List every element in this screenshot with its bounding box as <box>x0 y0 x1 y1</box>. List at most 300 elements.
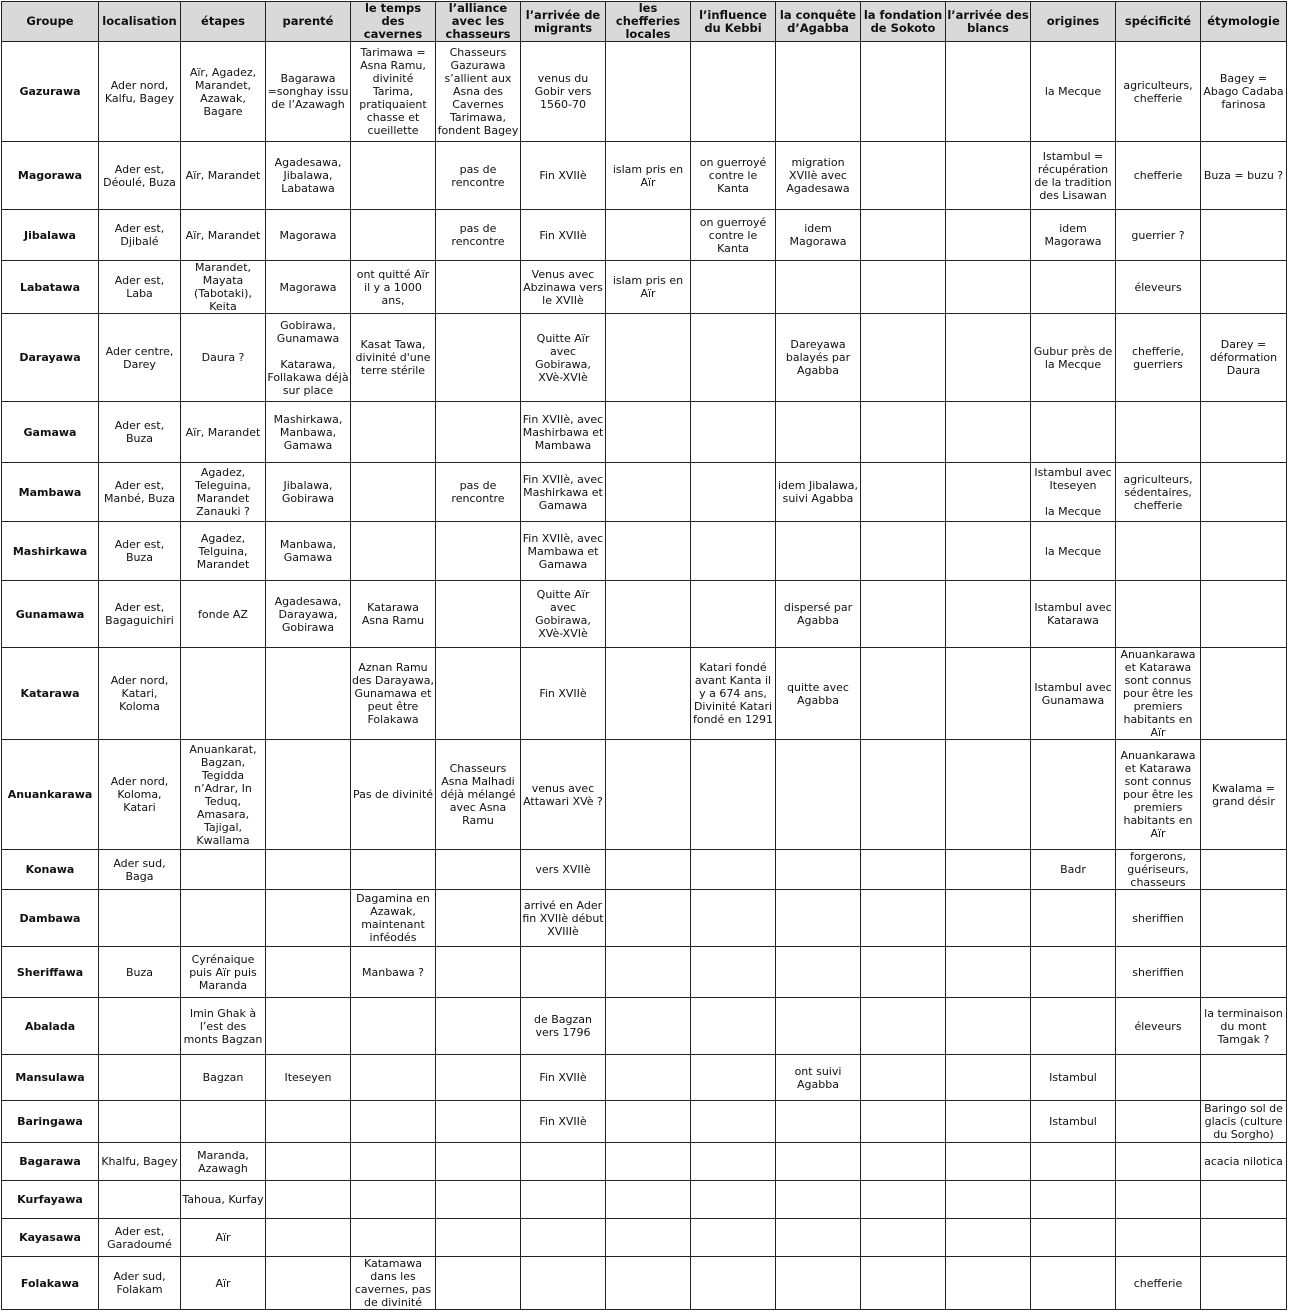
table-cell <box>1201 890 1287 947</box>
table-cell: fonde AZ <box>181 581 266 648</box>
table-cell <box>606 998 691 1055</box>
table-cell: Quitte Aïr avec Gobirawa, XVè-XVIè <box>521 314 606 402</box>
table-cell <box>436 998 521 1055</box>
table-cell: venus du Gobir vers 1560-70 <box>521 42 606 142</box>
table-cell <box>1201 402 1287 463</box>
table-cell <box>776 1143 861 1181</box>
table-cell: éleveurs <box>1116 998 1201 1055</box>
table-cell <box>266 1101 351 1143</box>
table-cell <box>606 1181 691 1219</box>
table-cell <box>946 402 1031 463</box>
group-name-cell: Kurfayawa <box>2 1181 99 1219</box>
table-cell: Pas de divinité <box>351 740 436 850</box>
table-cell: ont quitté Aïr il y a 1000 ans, <box>351 261 436 314</box>
table-cell <box>99 1055 181 1101</box>
table-cell: Cyrénaique puis Aïr puis Maranda <box>181 947 266 998</box>
table-cell: migration XVIIè avec Agadesawa <box>776 142 861 210</box>
group-name-cell: Folakawa <box>2 1257 99 1310</box>
table-cell <box>606 1101 691 1143</box>
table-cell <box>351 1181 436 1219</box>
table-cell <box>351 463 436 522</box>
table-cell: Fin XVIIè <box>521 142 606 210</box>
table-cell <box>1031 947 1116 998</box>
table-cell: Katarawa Asna Ramu <box>351 581 436 648</box>
table-cell: guerrier ? <box>1116 210 1201 261</box>
table-cell <box>606 850 691 890</box>
table-row <box>2 314 1287 402</box>
group-name-cell: Gunamawa <box>2 581 99 648</box>
table-cell: forgerons, guériseurs, chasseurs <box>1116 850 1201 890</box>
table-cell: Fin XVIIè <box>521 648 606 740</box>
header-row <box>2 2 1287 42</box>
table-cell <box>351 1219 436 1257</box>
table-cell <box>861 1101 946 1143</box>
table-cell <box>606 947 691 998</box>
column-header: étymologie <box>1201 2 1287 42</box>
table-cell <box>691 1143 776 1181</box>
table-cell <box>181 850 266 890</box>
table-cell <box>1031 1219 1116 1257</box>
table-row <box>2 42 1287 142</box>
table-cell <box>776 522 861 581</box>
table-cell: Tahoua, Kurfay <box>181 1181 266 1219</box>
table-row <box>2 463 1287 522</box>
table-cell <box>861 402 946 463</box>
table-cell <box>436 1181 521 1219</box>
table-cell: Agadesawa, Jibalawa, Labatawa <box>266 142 351 210</box>
table-cell: Jibalawa, Gobirawa <box>266 463 351 522</box>
table-cell: islam pris en Aïr <box>606 142 691 210</box>
table-cell: Ader est, Déoulé, Buza <box>99 142 181 210</box>
table-cell: pas de rencontre <box>436 463 521 522</box>
table-cell: Ader est, Garadoumé <box>99 1219 181 1257</box>
table-cell: vers XVIIè <box>521 850 606 890</box>
table-cell <box>266 740 351 850</box>
table-cell: Anuankarawa et Katarawa sont connus pour être les premiers habitants en Aïr <box>1116 648 1201 740</box>
table-cell <box>1201 1055 1287 1101</box>
table-cell <box>436 1055 521 1101</box>
group-name-cell: Mansulawa <box>2 1055 99 1101</box>
table-cell <box>266 1257 351 1310</box>
table-cell <box>691 581 776 648</box>
column-header: étapes <box>181 2 266 42</box>
table-cell: Ader est, Djibalé <box>99 210 181 261</box>
table-cell <box>1201 1219 1287 1257</box>
column-header: localisation <box>99 2 181 42</box>
table-cell <box>1031 402 1116 463</box>
table-cell <box>606 402 691 463</box>
table-cell <box>351 522 436 581</box>
table-cell <box>606 210 691 261</box>
table-cell: Aïr, Marandet <box>181 402 266 463</box>
table-cell <box>861 581 946 648</box>
table-cell <box>266 1143 351 1181</box>
table-cell <box>691 890 776 947</box>
table-cell <box>691 1219 776 1257</box>
table-cell: Fin XVIIè, avec Mashirkawa et Gamawa <box>521 463 606 522</box>
table-cell <box>946 648 1031 740</box>
table-cell: Tarimawa = Asna Ramu, divinité Tarima, pratiquaient chasse et cueillette <box>351 42 436 142</box>
table-cell <box>436 581 521 648</box>
column-header: l’arrivée de migrants <box>521 2 606 42</box>
table-cell <box>436 850 521 890</box>
table-cell <box>1116 402 1201 463</box>
column-header: la conquête d’Agabba <box>776 2 861 42</box>
table-cell <box>99 1101 181 1143</box>
table-cell: Anuankarawa et Katarawa sont connus pour être les premiers habitants en Aïr <box>1116 740 1201 850</box>
table-cell: de Bagzan vers 1796 <box>521 998 606 1055</box>
table-cell: Gubur près de la Mecque <box>1031 314 1116 402</box>
table-cell: la terminaison du mont Tamgak ? <box>1201 998 1287 1055</box>
table-row <box>2 890 1287 947</box>
table-cell <box>99 998 181 1055</box>
column-header: l’influence du Kebbi <box>691 2 776 42</box>
table-cell <box>691 1055 776 1101</box>
table-cell: idem Magorawa <box>1031 210 1116 261</box>
table-cell <box>946 850 1031 890</box>
table-cell <box>606 1257 691 1310</box>
table-cell <box>776 947 861 998</box>
table-cell <box>1031 1181 1116 1219</box>
table-cell <box>266 1219 351 1257</box>
table-cell <box>691 947 776 998</box>
table-cell: pas de rencontre <box>436 210 521 261</box>
column-header: Groupe <box>2 2 99 42</box>
table-cell: la Mecque <box>1031 42 1116 142</box>
table-cell <box>99 1181 181 1219</box>
table-cell: Aïr, Agadez, Marandet, Azawak, Bagare <box>181 42 266 142</box>
table-cell: Ader est, Buza <box>99 402 181 463</box>
table-cell <box>1201 850 1287 890</box>
table-cell <box>99 890 181 947</box>
table-cell <box>521 1143 606 1181</box>
table-row <box>2 648 1287 740</box>
table-cell <box>1031 740 1116 850</box>
column-header: l’arrivée des blancs <box>946 2 1031 42</box>
table-cell <box>436 314 521 402</box>
table-row <box>2 1257 1287 1310</box>
table-cell: Istambul avec Katarawa <box>1031 581 1116 648</box>
table-cell: Ader nord, Koloma, Katari <box>99 740 181 850</box>
table-cell: Chasseurs Asna Malhadi déjà mélangé avec Asna Ramu <box>436 740 521 850</box>
table-cell <box>1031 1257 1116 1310</box>
table-cell: agriculteurs, sédentaires, chefferie <box>1116 463 1201 522</box>
table-cell: on guerroyé contre le Kanta <box>691 142 776 210</box>
table-cell <box>1116 581 1201 648</box>
table-cell: Daura ? <box>181 314 266 402</box>
table-cell: Darey = déformation Daura <box>1201 314 1287 402</box>
table-cell: Buza = buzu ? <box>1201 142 1287 210</box>
table-cell: Istambul avec Gunamawa <box>1031 648 1116 740</box>
table-cell <box>521 947 606 998</box>
table-cell: Aïr <box>181 1257 266 1310</box>
column-header: le temps des cavernes <box>351 2 436 42</box>
table-cell <box>776 402 861 463</box>
table-cell <box>351 998 436 1055</box>
table-cell <box>606 1143 691 1181</box>
group-name-cell: Anuankarawa <box>2 740 99 850</box>
table-cell: Magorawa <box>266 210 351 261</box>
table-cell <box>776 850 861 890</box>
table-cell <box>776 1257 861 1310</box>
group-name-cell: Gazurawa <box>2 42 99 142</box>
table-cell <box>946 1143 1031 1181</box>
table-cell <box>946 890 1031 947</box>
table-row <box>2 261 1287 314</box>
table-cell: Chasseurs Gazurawa s’allient aux Asna des Cavernes Tarimawa, fondent Bagey <box>436 42 521 142</box>
table-row <box>2 210 1287 261</box>
table-cell: Manbawa ? <box>351 947 436 998</box>
column-header: parenté <box>266 2 351 42</box>
table-row <box>2 1143 1287 1181</box>
group-name-cell: Labatawa <box>2 261 99 314</box>
table-cell: Maranda, Azawagh <box>181 1143 266 1181</box>
table-cell <box>1201 648 1287 740</box>
table-cell: dispersé par Agabba <box>776 581 861 648</box>
table-cell <box>1201 210 1287 261</box>
table-cell <box>266 998 351 1055</box>
table-cell <box>861 1055 946 1101</box>
table-row <box>2 947 1287 998</box>
table-cell <box>266 947 351 998</box>
table-cell <box>521 1181 606 1219</box>
table-cell: Fin XVIIè <box>521 210 606 261</box>
table-cell: Anuankarat, Bagzan, Tegidda n’Adrar, In Teduq, Amasara, Tajigal, Kwallama <box>181 740 266 850</box>
table-cell: Fin XVIIè, avec Mambawa et Gamawa <box>521 522 606 581</box>
table-cell: Aïr, Marandet <box>181 210 266 261</box>
table-cell <box>776 42 861 142</box>
group-name-cell: Jibalawa <box>2 210 99 261</box>
table-cell: idem Magorawa <box>776 210 861 261</box>
table-cell <box>1201 1257 1287 1310</box>
table-cell: Badr <box>1031 850 1116 890</box>
table-cell <box>691 42 776 142</box>
table-cell <box>861 1219 946 1257</box>
table-cell <box>351 850 436 890</box>
table-cell: Bagzan <box>181 1055 266 1101</box>
table-cell <box>946 522 1031 581</box>
table-cell: Ader sud, Baga <box>99 850 181 890</box>
table-cell: Quitte Aïr avec Gobirawa, XVè-XVIè <box>521 581 606 648</box>
group-name-cell: Mambawa <box>2 463 99 522</box>
table-cell <box>606 42 691 142</box>
column-header: la fondation de Sokoto <box>861 2 946 42</box>
table-cell: Katamawa dans les cavernes, pas de divinité <box>351 1257 436 1310</box>
table-row <box>2 142 1287 210</box>
table-cell <box>776 998 861 1055</box>
table-cell <box>436 648 521 740</box>
table-cell: islam pris en Aïr <box>606 261 691 314</box>
table-cell <box>606 1055 691 1101</box>
table-cell <box>946 1181 1031 1219</box>
table-cell: Kasat Tawa, divinité d'une terre stérile <box>351 314 436 402</box>
table-cell: acacia nilotica <box>1201 1143 1287 1181</box>
table-cell <box>181 890 266 947</box>
table-cell: Ader est, Manbé, Buza <box>99 463 181 522</box>
table-cell <box>691 1181 776 1219</box>
table-cell: Ader nord, Kalfu, Bagey <box>99 42 181 142</box>
table-cell: sheriffien <box>1116 890 1201 947</box>
table-row <box>2 522 1287 581</box>
table-row <box>2 1219 1287 1257</box>
table-cell <box>521 1219 606 1257</box>
table-cell <box>606 890 691 947</box>
table-cell <box>1201 581 1287 648</box>
table-cell <box>946 1257 1031 1310</box>
table-cell <box>606 648 691 740</box>
table-row <box>2 1101 1287 1143</box>
table-cell <box>1116 1181 1201 1219</box>
group-name-cell: Sheriffawa <box>2 947 99 998</box>
table-cell: chefferie, guerriers <box>1116 314 1201 402</box>
table-cell: quitte avec Agabba <box>776 648 861 740</box>
table-cell <box>436 890 521 947</box>
table-cell: Mashirkawa, Manbawa, Gamawa <box>266 402 351 463</box>
table-row <box>2 402 1287 463</box>
table-cell <box>861 850 946 890</box>
table-cell <box>691 1101 776 1143</box>
table-cell <box>351 402 436 463</box>
table-cell <box>946 142 1031 210</box>
column-header: origines <box>1031 2 1116 42</box>
table-cell <box>861 210 946 261</box>
table-cell <box>1031 1143 1116 1181</box>
table-cell: pas de rencontre <box>436 142 521 210</box>
table-cell: Ader est, Bagaguichiri <box>99 581 181 648</box>
table-cell: Dagamina en Azawak, maintenant inféodés <box>351 890 436 947</box>
table-cell: Ader est, Buza <box>99 522 181 581</box>
table-cell: Buza <box>99 947 181 998</box>
table-cell <box>351 142 436 210</box>
table-cell: Agadez, Teleguina, Marandet Zanauki ? <box>181 463 266 522</box>
table-row <box>2 581 1287 648</box>
table-cell <box>861 740 946 850</box>
table-cell <box>691 522 776 581</box>
table-cell: Venus avec Abzinawa vers le XVIIè <box>521 261 606 314</box>
table-cell <box>861 522 946 581</box>
table-cell: chefferie <box>1116 142 1201 210</box>
table-cell: Aïr <box>181 1219 266 1257</box>
group-name-cell: Darayawa <box>2 314 99 402</box>
table-cell <box>691 463 776 522</box>
table-cell <box>861 998 946 1055</box>
table-cell <box>1201 522 1287 581</box>
table-cell <box>691 998 776 1055</box>
table-cell <box>691 850 776 890</box>
table-cell: Bagarawa =songhay issu de l’Azawagh <box>266 42 351 142</box>
table-cell <box>1116 1143 1201 1181</box>
table-cell <box>436 947 521 998</box>
group-name-cell: Dambawa <box>2 890 99 947</box>
table-cell <box>946 314 1031 402</box>
table-cell <box>1201 261 1287 314</box>
table-cell <box>266 648 351 740</box>
table-cell: Aïr, Marandet <box>181 142 266 210</box>
table-cell: Fin XVIIè <box>521 1101 606 1143</box>
table-cell <box>606 522 691 581</box>
group-name-cell: Kayasawa <box>2 1219 99 1257</box>
table-cell <box>1116 522 1201 581</box>
table-cell <box>1201 1181 1287 1219</box>
table-cell <box>861 1257 946 1310</box>
group-name-cell: Abalada <box>2 998 99 1055</box>
table-cell: venus avec Attawari XVè ? <box>521 740 606 850</box>
group-name-cell: Bagarawa <box>2 1143 99 1181</box>
group-name-cell: Konawa <box>2 850 99 890</box>
table-cell: Istambul <box>1031 1101 1116 1143</box>
table-cell <box>861 947 946 998</box>
table-cell: Agadesawa, Darayawa, Gobirawa <box>266 581 351 648</box>
table-cell: Iteseyen <box>266 1055 351 1101</box>
table-cell <box>436 1101 521 1143</box>
table-cell: Ader sud, Folakam <box>99 1257 181 1310</box>
table-cell <box>1116 1101 1201 1143</box>
table-cell <box>861 261 946 314</box>
table-cell <box>691 740 776 850</box>
table-cell: Istambul <box>1031 1055 1116 1101</box>
group-name-cell: Magorawa <box>2 142 99 210</box>
table-cell: Baringo sol de glacis (culture du Sorgho) <box>1201 1101 1287 1143</box>
column-header: les chefferies locales <box>606 2 691 42</box>
table-cell: éleveurs <box>1116 261 1201 314</box>
table-cell: ont suivi Agabba <box>776 1055 861 1101</box>
table-cell <box>266 1181 351 1219</box>
table-cell <box>946 998 1031 1055</box>
table-row <box>2 1181 1287 1219</box>
table-cell <box>521 1257 606 1310</box>
table-cell <box>861 314 946 402</box>
table-cell <box>606 1219 691 1257</box>
table-cell <box>861 648 946 740</box>
group-name-cell: Mashirkawa <box>2 522 99 581</box>
column-header: l’alliance avec les chasseurs <box>436 2 521 42</box>
table-cell: sheriffien <box>1116 947 1201 998</box>
group-name-cell: Katarawa <box>2 648 99 740</box>
table-cell <box>1031 890 1116 947</box>
table-cell: Ader nord, Katari, Koloma <box>99 648 181 740</box>
table-cell <box>436 1219 521 1257</box>
table-cell <box>946 261 1031 314</box>
table-cell <box>946 42 1031 142</box>
table-cell: Istambul = récupération de la tradition des Lisawan <box>1031 142 1116 210</box>
table-row <box>2 740 1287 850</box>
table-cell: Aznan Ramu des Darayawa, Gunamawa et peut être Folakawa <box>351 648 436 740</box>
table-cell <box>266 890 351 947</box>
table-cell <box>776 261 861 314</box>
table-cell <box>691 402 776 463</box>
table-cell <box>351 1101 436 1143</box>
table-cell <box>1116 1219 1201 1257</box>
table-cell: Fin XVIIè <box>521 1055 606 1101</box>
table-cell <box>946 740 1031 850</box>
table-cell <box>1201 947 1287 998</box>
table-cell <box>776 890 861 947</box>
table-cell <box>861 1143 946 1181</box>
table-cell <box>436 402 521 463</box>
table-cell <box>436 1143 521 1181</box>
table-cell: Manbawa, Gamawa <box>266 522 351 581</box>
table-cell: Dareyawa balayés par Agabba <box>776 314 861 402</box>
table-cell <box>946 947 1031 998</box>
table-cell: Ader centre, Darey <box>99 314 181 402</box>
table-cell <box>1201 463 1287 522</box>
table-cell <box>861 463 946 522</box>
table-body <box>2 42 1287 1310</box>
table-cell: Gobirawa, Gunamawa Katarawa, Follakawa déjà sur place <box>266 314 351 402</box>
table-cell <box>861 1181 946 1219</box>
table-row <box>2 998 1287 1055</box>
table-cell: Magorawa <box>266 261 351 314</box>
